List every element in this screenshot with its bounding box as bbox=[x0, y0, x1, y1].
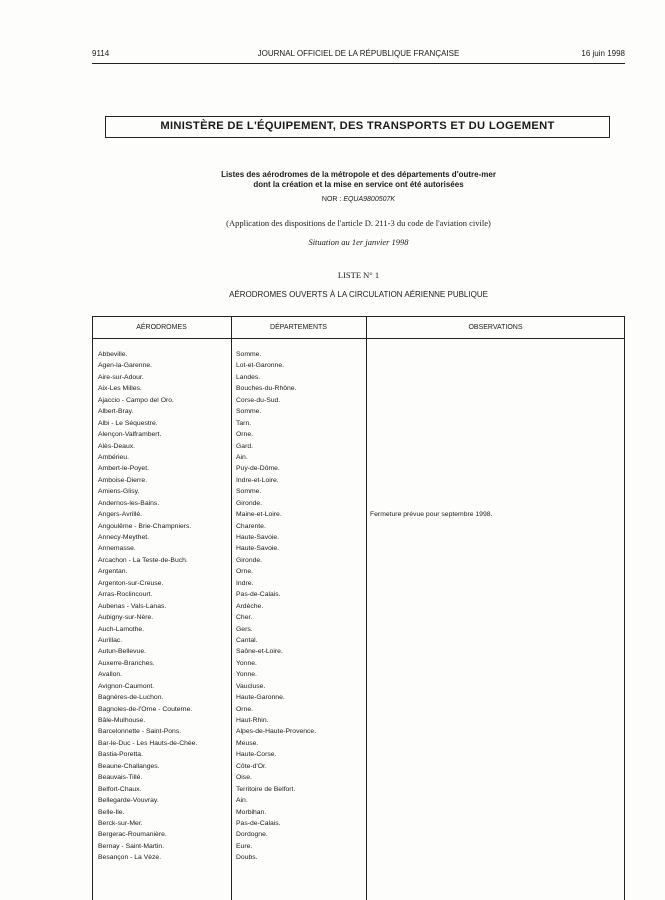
table-row bbox=[92, 555, 625, 566]
departement-cell: Territoire de Belfort. bbox=[236, 785, 296, 793]
aerodrome-cell: Andernos-les-Bains. bbox=[98, 499, 160, 507]
table-header-rule bbox=[92, 338, 625, 339]
aerodrome-cell: Angers-Avrillé. bbox=[98, 511, 143, 519]
table-row bbox=[92, 349, 625, 360]
table-row bbox=[92, 521, 625, 532]
aerodrome-cell: Aix-Les Milles. bbox=[98, 385, 142, 393]
running-header bbox=[92, 49, 625, 61]
table-row bbox=[92, 589, 625, 600]
situation-date: Situation au 1er janvier 1998 bbox=[308, 237, 409, 247]
aerodrome-cell: Aubenas - Vals-Lanas. bbox=[98, 602, 167, 610]
aerodrome-cell: Abbeville. bbox=[98, 351, 128, 358]
departement-cell: Orne. bbox=[236, 705, 253, 713]
ministry-heading: MINISTÈRE DE L'ÉQUIPEMENT, DES TRANSPORTS ET DU LOGEMENT bbox=[105, 116, 610, 138]
departement-cell: Gironde. bbox=[236, 499, 263, 507]
table-row bbox=[92, 543, 625, 554]
aerodrome-cell: Belle-Ile. bbox=[98, 808, 125, 816]
aerodrome-cell: Ambérieu. bbox=[98, 453, 129, 461]
table-row bbox=[92, 360, 625, 371]
departement-cell: Dordogne. bbox=[236, 831, 268, 839]
departement-cell: Charente. bbox=[236, 522, 266, 530]
departement-cell: Pas-de-Calais. bbox=[236, 819, 281, 827]
departement-cell: Saône-et-Loire. bbox=[236, 648, 283, 656]
nor-reference bbox=[92, 196, 625, 203]
departement-cell: Haute-Savoie. bbox=[236, 534, 280, 541]
table-row bbox=[92, 601, 625, 612]
departement-cell: Cher. bbox=[236, 614, 253, 622]
table-row bbox=[92, 578, 625, 589]
header-rule bbox=[92, 63, 625, 64]
departement-cell: Eure. bbox=[236, 842, 253, 850]
table-row bbox=[92, 761, 625, 772]
departement-cell: Ardèche. bbox=[236, 602, 264, 610]
aerodrome-cell: Bergerac-Roumanière. bbox=[98, 831, 167, 839]
departement-cell: Pas-de-Calais. bbox=[236, 591, 281, 599]
application-note: (Application des dispositions de l'article D. 211-3 du code de l'aviation civile) bbox=[226, 218, 491, 228]
aerodrome-cell: Alès-Deaux. bbox=[98, 442, 136, 450]
departement-cell: Haut-Rhin. bbox=[236, 717, 269, 724]
aerodrome-cell: Bâle-Mulhouse. bbox=[98, 717, 146, 724]
aerodrome-cell: Amiens-Glisy. bbox=[98, 488, 140, 496]
journal-title: JOURNAL OFFICIEL DE LA RÉPUBLIQUE FRANÇAISE bbox=[257, 49, 460, 58]
aerodrome-cell: Agen-la-Garenne. bbox=[98, 362, 153, 370]
observation-cell: Fermeture prévue pour septembre 1998. bbox=[370, 511, 493, 519]
column-header-aerodromes: AÉRODROMES bbox=[136, 324, 187, 331]
aerodrome-cell: Arcachon - La Teste-de-Buch. bbox=[98, 556, 188, 564]
departement-cell: Yonne. bbox=[236, 659, 257, 667]
aerodrome-cell: Angoulême - Brie-Champniers. bbox=[98, 522, 192, 530]
table-row bbox=[92, 681, 625, 692]
departement-cell: Morbihan. bbox=[236, 808, 267, 816]
departement-cell: Orne. bbox=[236, 568, 253, 576]
table-row bbox=[92, 395, 625, 406]
table-row bbox=[92, 383, 625, 394]
aerodrome-cell: Argentan. bbox=[98, 568, 128, 576]
departement-cell: Haute-Savoie. bbox=[236, 545, 280, 553]
table-row bbox=[92, 463, 625, 474]
aerodrome-cell: Annemasse. bbox=[98, 545, 136, 553]
document-title-line-2: dont la création et la mise en service ont été autorisées bbox=[253, 180, 464, 189]
departement-cell: Yonne. bbox=[236, 671, 257, 679]
nor-value: EQUA9800507K bbox=[343, 196, 396, 203]
page-number: 9114 bbox=[92, 49, 110, 58]
table-row bbox=[92, 829, 625, 840]
departement-cell: Meuse. bbox=[236, 739, 259, 747]
table-row bbox=[92, 658, 625, 669]
departement-cell: Haute-Garonne. bbox=[236, 694, 285, 702]
departement-cell: Gard. bbox=[236, 442, 253, 450]
departement-cell: Doubs. bbox=[236, 854, 258, 862]
aerodrome-cell: Beauvais-Tillé. bbox=[98, 774, 143, 782]
issue-date: 16 juin 1998 bbox=[581, 49, 625, 58]
departement-cell: Gers. bbox=[236, 625, 253, 633]
aerodrome-cell: Besançon - La Vèze. bbox=[98, 854, 162, 862]
table-row bbox=[92, 498, 625, 509]
table-body bbox=[92, 349, 625, 864]
table-row bbox=[92, 646, 625, 657]
departement-cell: Corse-du-Sud. bbox=[236, 396, 281, 404]
departement-cell: Lot-et-Garonne. bbox=[236, 362, 284, 370]
table-row bbox=[92, 772, 625, 783]
aerodrome-cell: Amboise-Dierre. bbox=[98, 476, 148, 484]
aerodrome-cell: Alençon-Valframbert. bbox=[98, 431, 162, 439]
departement-cell: Ain. bbox=[236, 453, 248, 461]
table-row bbox=[92, 532, 625, 543]
aerodrome-cell: Beaune-Challanges. bbox=[98, 762, 160, 770]
table-row bbox=[92, 509, 625, 520]
departement-cell: Tarn. bbox=[236, 419, 252, 427]
aerodrome-cell: Aurillac. bbox=[98, 636, 123, 644]
liste-number: LISTE N° 1 bbox=[337, 270, 380, 280]
table-row bbox=[92, 807, 625, 818]
table-row bbox=[92, 612, 625, 623]
departement-cell: Indre-et-Loire. bbox=[236, 476, 279, 484]
aerodrome-cell: Autun-Bellevue. bbox=[98, 648, 146, 656]
departement-cell: Cantal. bbox=[236, 636, 258, 644]
aerodrome-cell: Avignon-Caumont. bbox=[98, 682, 155, 690]
table-row bbox=[92, 704, 625, 715]
aerodrome-cell: Bellegarde-Vouvray. bbox=[98, 797, 159, 805]
aerodrome-cell: Ajaccio - Campo del Oro. bbox=[98, 396, 174, 404]
table-row bbox=[92, 475, 625, 486]
table-row bbox=[92, 406, 625, 417]
aerodrome-cell: Ambert-le-Poyet. bbox=[98, 465, 149, 473]
departement-cell: Somme. bbox=[236, 351, 262, 358]
departement-cell: Vaucluse. bbox=[236, 682, 266, 690]
table-row bbox=[92, 795, 625, 806]
table-row bbox=[92, 692, 625, 703]
aerodrome-cell: Bagnoles-de-l'Orne - Couterne. bbox=[98, 705, 193, 713]
nor-label: NOR : bbox=[321, 196, 342, 203]
departement-cell: Somme. bbox=[236, 488, 262, 496]
aerodrome-cell: Auxerre-Branches. bbox=[98, 659, 155, 667]
aerodrome-cell: Arras-Roclincourt. bbox=[98, 591, 153, 599]
departement-cell: Ain. bbox=[236, 797, 248, 805]
table-row bbox=[92, 372, 625, 383]
aerodrome-cell: Argenton-sur-Creuse. bbox=[98, 579, 164, 587]
aerodrome-cell: Bernay - Saint-Martin. bbox=[98, 842, 165, 850]
aerodrome-cell: Aire-sur-Adour. bbox=[98, 373, 144, 381]
departement-cell: Orne. bbox=[236, 431, 253, 439]
departement-cell: Côte-d'Or. bbox=[236, 762, 267, 770]
aerodrome-cell: Albert-Bray. bbox=[98, 408, 134, 416]
table-row bbox=[92, 749, 625, 760]
departement-cell: Haute-Corse. bbox=[236, 751, 277, 759]
departement-cell: Indre. bbox=[236, 579, 254, 587]
table-row bbox=[92, 818, 625, 829]
table-row bbox=[92, 726, 625, 737]
table-row bbox=[92, 452, 625, 463]
departement-cell: Puy-de-Dôme. bbox=[236, 465, 280, 473]
document-title-line-1: Listes des aérodromes de la métropole et des départements d'outre-mer bbox=[221, 170, 496, 179]
aerodrome-cell: Auch-Lamothe. bbox=[98, 625, 145, 633]
column-header-departements: DÉPARTEMENTS bbox=[270, 324, 327, 331]
departement-cell: Alpes-de-Haute-Provence. bbox=[236, 728, 317, 736]
departement-cell: Gironde. bbox=[236, 556, 263, 564]
aerodrome-cell: Bagnères-de-Luchon. bbox=[98, 694, 164, 702]
aerodrome-cell: Bar-le-Duc - Les Hauts-de-Chée. bbox=[98, 739, 198, 747]
column-header-observations: OBSERVATIONS bbox=[468, 324, 523, 331]
table-row bbox=[92, 418, 625, 429]
aerodrome-cell: Annecy-Meythet. bbox=[98, 534, 149, 541]
table-row bbox=[92, 486, 625, 497]
aerodrome-cell: Belfort-Chaux. bbox=[98, 785, 142, 793]
aerodrome-cell: Barcelonnette - Saint-Pons. bbox=[98, 728, 182, 736]
table-row bbox=[92, 784, 625, 795]
table-row bbox=[92, 635, 625, 646]
table-row bbox=[92, 852, 625, 863]
departement-cell: Maine-et-Loire. bbox=[236, 511, 282, 519]
departement-cell: Bouches-du-Rhône. bbox=[236, 385, 297, 393]
table-row bbox=[92, 738, 625, 749]
table-row bbox=[92, 669, 625, 680]
liste-subtitle: AÉRODROMES OUVERTS À LA CIRCULATION AÉRIENNE PUBLIQUE bbox=[229, 290, 488, 299]
aerodrome-cell: Albi - Le Séquestre. bbox=[98, 419, 158, 427]
table-row bbox=[92, 441, 625, 452]
aerodrome-cell: Aubigny-sur-Nère. bbox=[98, 614, 154, 622]
table-row bbox=[92, 624, 625, 635]
aerodrome-cell: Berck-sur-Mer. bbox=[98, 819, 143, 827]
table-row bbox=[92, 429, 625, 440]
table-row bbox=[92, 715, 625, 726]
aerodrome-cell: Bastia-Poretta. bbox=[98, 751, 143, 759]
table-row bbox=[92, 566, 625, 577]
aerodrome-cell: Avallon. bbox=[98, 671, 123, 679]
departement-cell: Somme. bbox=[236, 408, 262, 416]
table-row bbox=[92, 841, 625, 852]
departement-cell: Oise. bbox=[236, 774, 252, 782]
departement-cell: Landes. bbox=[236, 373, 261, 381]
